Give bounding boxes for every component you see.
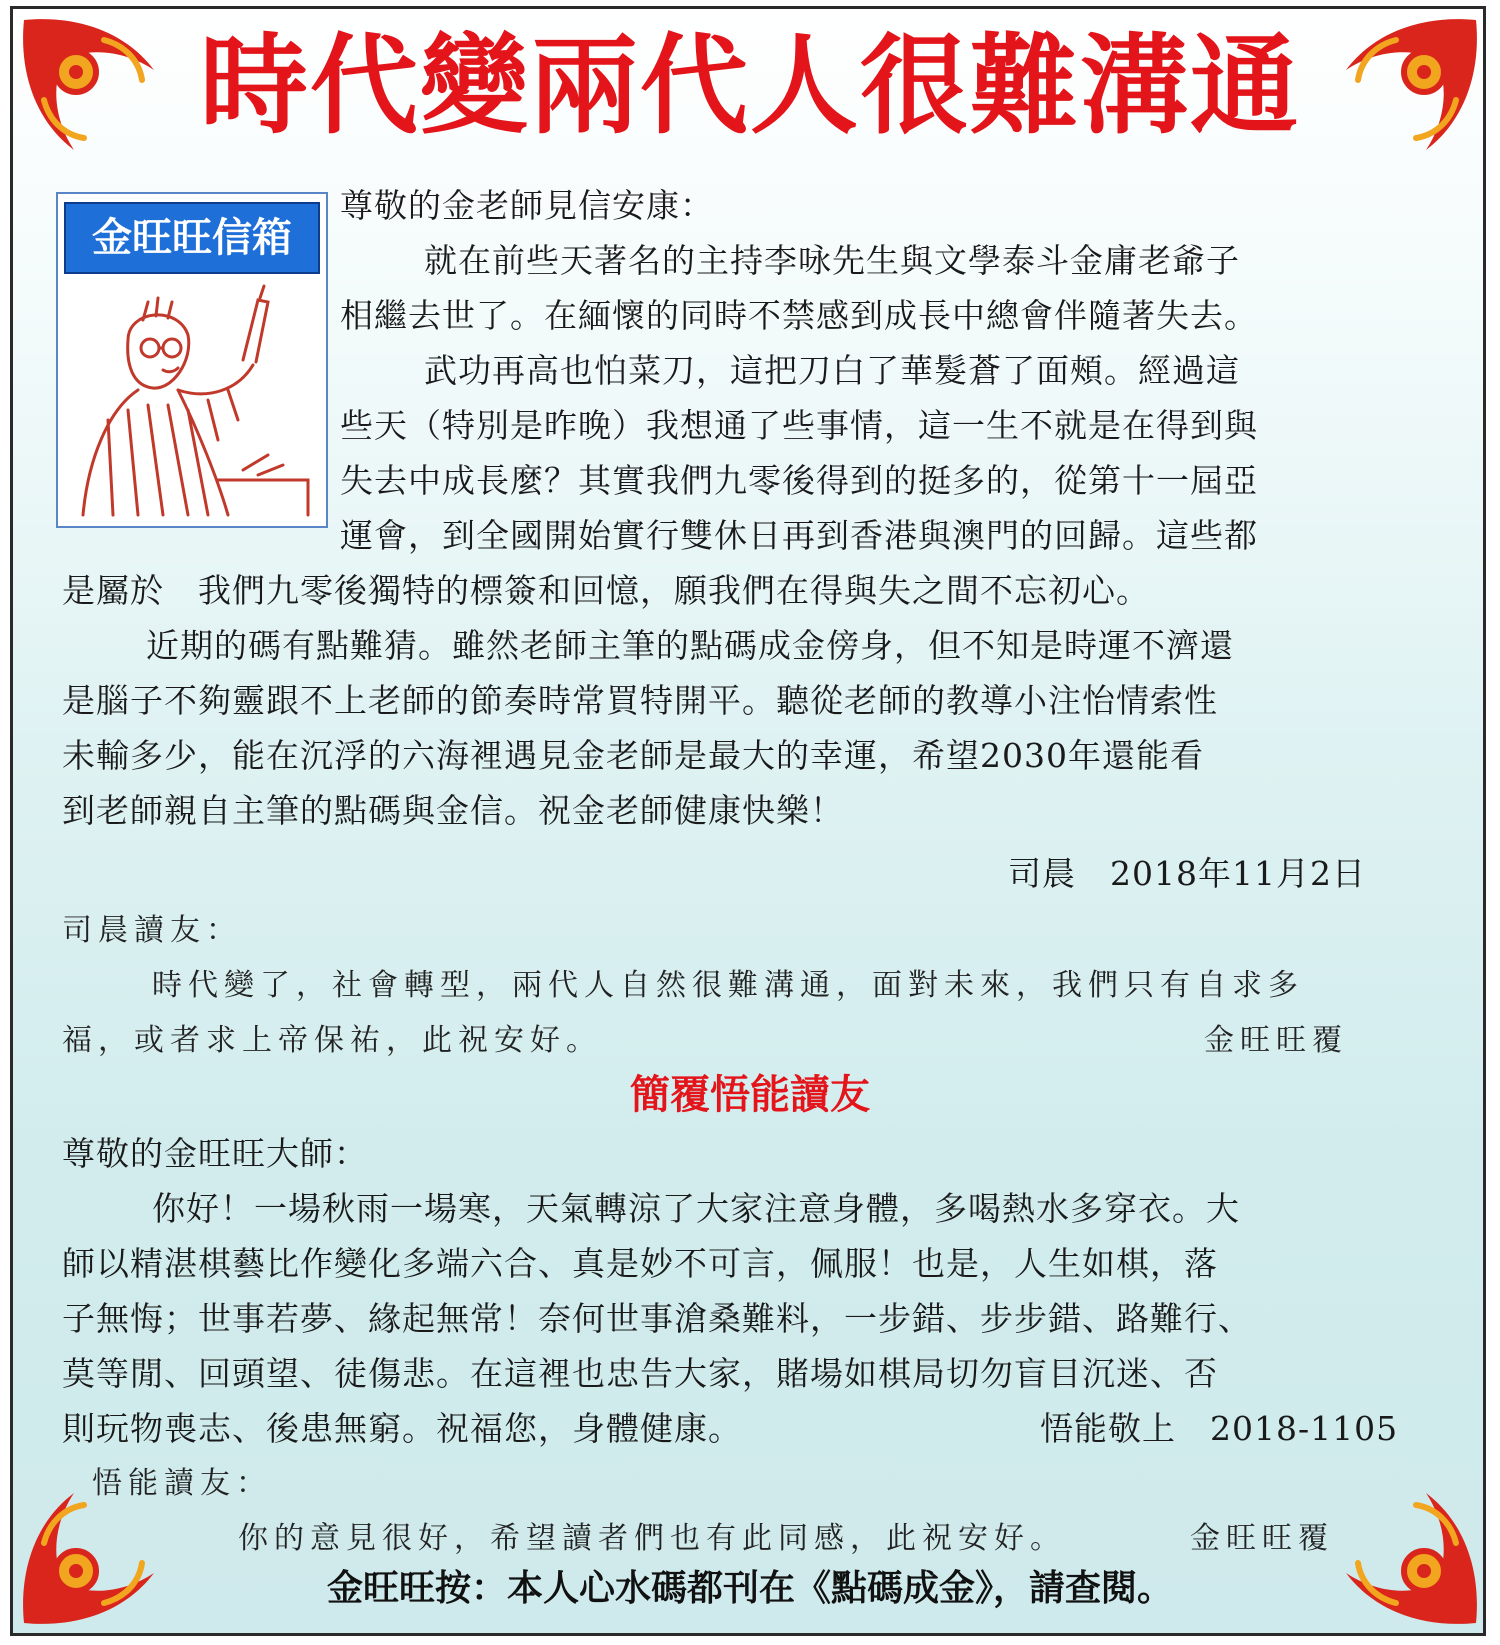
letter-line: 相繼去世了。在緬懷的同時不禁感到成長中總會伴隨著失去。 (340, 296, 1258, 335)
letter-line: 些天（特別是昨晚）我想通了些事情，這一生不就是在得到與 (340, 406, 1258, 445)
mailbox-logo (56, 192, 328, 528)
letter-line: 運會，到全國開始實行雙休日再到香港與澳門的回歸。這些都 (340, 516, 1258, 555)
letter-line: 你好！一場秋雨一場寒，天氣轉涼了大家注意身體，多喝熱水多穿衣。大 (152, 1189, 1240, 1228)
letter-line: 是腦子不夠靈跟不上老師的節奏時常買特開平。聽從老師的教導小注怡情索性 (62, 681, 1218, 720)
reply-line: 福，或者求上帝保祐，此祝安好。 (62, 1023, 602, 1058)
letter-line: 是屬於 我們九零後獨特的標簽和回憶，願我們在得與失之間不忘初心。 (62, 571, 1150, 610)
letter1-signature: 司晨 2018年11月2日 (1008, 854, 1366, 893)
letter-line: 武功再高也怕菜刀，這把刀白了華髮蒼了面頰。經過這 (424, 351, 1240, 390)
letter-line: 子無悔；世事若夢、緣起無常！奈何世事滄桑難料，一步錯、步步錯、路難行、 (62, 1299, 1252, 1338)
letter-line: 近期的碼有點難猜。雖然老師主筆的點碼成金傍身，但不知是時運不濟還 (146, 626, 1234, 665)
mailbox-label: 金旺旺信箱 (64, 202, 320, 274)
letter-line: 到老師親自主筆的點碼與金信。祝金老師健康快樂！ (62, 791, 844, 830)
letter2-signature: 悟能敬上 2018-1105 (1040, 1409, 1399, 1448)
teacher-illustration-icon (68, 280, 320, 520)
reply2-signature: 金旺旺覆 (1190, 1521, 1334, 1556)
reply1-signature: 金旺旺覆 (1204, 1023, 1348, 1058)
page-title: 時代變兩代人很難溝通 (199, 24, 1300, 149)
letter-line: 師以精湛棋藝比作變化多端六合、真是妙不可言，佩服！也是，人生如棋，落 (62, 1244, 1218, 1283)
letter-line: 未輸多少，能在沉浮的六海裡遇見金老師是最大的幸運，希望2030年還能看 (62, 736, 1204, 775)
footer-note: 金旺旺按：本人心水碼都刊在《點碼成金》，請查閱。 (326, 1568, 1173, 1609)
reply1-salutation: 司晨讀友： (62, 913, 242, 948)
reply2-salutation: 悟能讀友： (92, 1466, 272, 1501)
letter-line: 就在前些天著名的主持李咏先生與文學泰斗金庸老爺子 (424, 241, 1240, 280)
letter-line: 失去中成長麼？其實我們九零後得到的挺多的，從第十一屆亞 (340, 461, 1258, 500)
letter-line: 莫等閒、回頭望、徒傷悲。在這裡也忠告大家，賭場如棋局切勿盲目沉迷、否 (62, 1354, 1218, 1393)
letter-line: 則玩物喪志、後患無窮。祝福您，身體健康。 (62, 1409, 742, 1448)
letter1-salutation: 尊敬的金老師見信安康： (340, 186, 714, 225)
reply-line: 你的意見很好，希望讀者們也有此同感，此祝安好。 (238, 1521, 1066, 1556)
letter2-salutation: 尊敬的金旺旺大師： (62, 1134, 368, 1173)
section-subtitle: 簡覆悟能讀友 (630, 1072, 870, 1118)
reply-line: 時代變了，社會轉型，兩代人自然很難溝通，面對未來，我們只有自求多 (152, 968, 1304, 1003)
